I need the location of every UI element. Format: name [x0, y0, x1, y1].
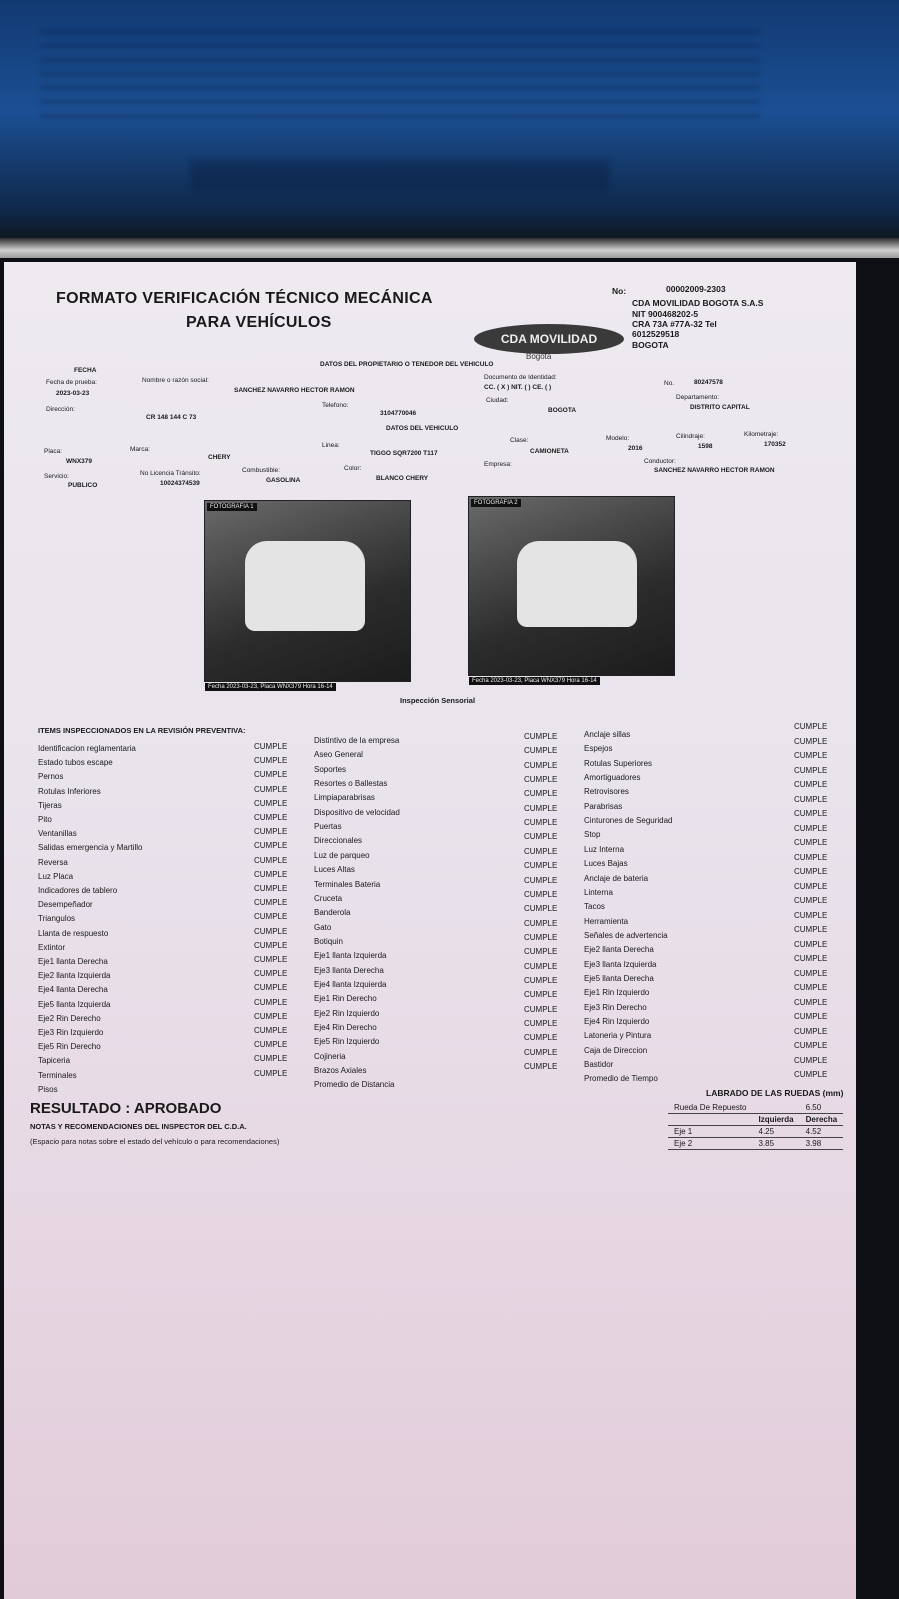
fecha-value: 2023-03-23 — [56, 390, 90, 397]
inspection-item: Eje3 Rin Izquierdo — [38, 1028, 104, 1037]
logo-text: CDA MOVILIDAD — [500, 332, 598, 346]
inspection-item: Bastidor — [584, 1060, 614, 1070]
document-subtitle: PARA VEHÍCULOS — [186, 314, 332, 331]
photo1-tag: FOTOGRAFIA 1 — [207, 503, 257, 511]
clase-value: CAMIONETA — [530, 448, 569, 455]
inspection-item: Dispositivo de velocidad — [314, 807, 400, 817]
inspection-item: Rotulas Inferiores — [38, 786, 101, 796]
inspection-item: Stop — [584, 830, 601, 840]
modelo-label: Modelo: — [606, 435, 630, 442]
row-label: Eje 2 — [668, 1138, 753, 1150]
document-title: FORMATO VERIFICACIÓN TÉCNICO MECÁNICA — [56, 290, 433, 307]
inspection-item: Eje1 llanta Izquierda — [314, 951, 387, 961]
inspection-item: Eje2 Rin Izquierdo — [314, 1008, 380, 1018]
inspection-item: Pernos — [38, 772, 64, 782]
inspection-item: Luces Bajas — [584, 859, 628, 869]
car-rear-shape — [517, 541, 637, 627]
inspection-item: Eje1 Rin Izquierdo — [584, 988, 650, 998]
inspection-item: Botiquin — [314, 936, 343, 946]
status-cumple: CUMPLE — [524, 1019, 558, 1028]
inspection-item: Salidas emergencia y Martillo — [38, 843, 143, 853]
status-cumple: CUMPLE — [524, 1047, 558, 1057]
ciudad-label: Ciudad: — [486, 397, 509, 404]
inspection-item: Eje4 Rin Izquierdo — [584, 1017, 650, 1026]
status-cumple: CUMPLE — [794, 794, 828, 804]
combustible-value: GASOLINA — [266, 477, 301, 484]
modelo-value: 2016 — [628, 445, 643, 452]
status-cumple: CUMPLE — [794, 722, 828, 731]
tread-row — [668, 1138, 843, 1150]
empresa-label: Empresa: — [484, 461, 512, 468]
status-cumple: CUMPLE — [524, 746, 558, 756]
inspection-item: Luz Placa — [38, 871, 74, 881]
status-cumple: CUMPLE — [524, 947, 558, 957]
photo2-tag: FOTOGRAFIA 2 — [471, 499, 521, 507]
status-cumple: CUMPLE — [794, 997, 828, 1007]
background-second-sheet — [0, 0, 899, 250]
inspection-item: Pito — [38, 815, 52, 824]
inspection-item: Tacos — [584, 902, 605, 912]
status-cumple: CUMPLE — [794, 765, 828, 775]
inspection-item: Soportes — [314, 764, 347, 774]
status-cumple: CUMPLE — [524, 904, 558, 914]
cilindraje-label: Cilindraje: — [676, 433, 705, 440]
inspection-item: Luz de parqueo — [314, 850, 370, 860]
inspection-item: Señales de advertencia — [584, 930, 668, 940]
doc-number: 00002009-2303 — [666, 284, 726, 294]
inspection-item: Eje2 llanta Izquierda — [38, 971, 111, 981]
status-cumple: CUMPLE — [524, 889, 558, 899]
inspection-item: Cinturones de Seguridad — [584, 816, 673, 826]
color-label: Color: — [344, 465, 362, 472]
company-phone: 6012529518 — [632, 329, 680, 339]
inspection-item: Aseo General — [314, 750, 363, 760]
status-cumple: CUMPLE — [794, 852, 828, 862]
status-cumple: CUMPLE — [254, 841, 288, 851]
car-front-shape — [245, 541, 365, 631]
servicio-label: Servicio: — [44, 473, 69, 480]
servicio-value: PUBLICO — [68, 482, 98, 489]
status-cumple: CUMPLE — [254, 784, 288, 794]
company-city: BOGOTA — [632, 340, 669, 350]
placa-value: WNX379 — [66, 458, 93, 465]
status-cumple: CUMPLE — [524, 760, 558, 770]
telefono-label: Telefono: — [322, 402, 349, 409]
status-cumple: CUMPLE — [794, 939, 828, 949]
tread-header-row — [668, 1114, 843, 1126]
status-cumple: CUMPLE — [524, 818, 558, 828]
tread-row — [668, 1126, 843, 1138]
inspection-item: Promedio de Tiempo — [584, 1074, 658, 1084]
status-cumple: CUMPLE — [254, 813, 288, 822]
status-cumple: CUMPLE — [254, 827, 288, 837]
inspection-item: Eje4 llanta Derecha — [38, 985, 108, 995]
tread-spare-row — [668, 1102, 843, 1114]
col-right-header: Derecha — [800, 1114, 844, 1126]
status-cumple: CUMPLE — [254, 742, 288, 751]
status-cumple: CUMPLE — [524, 775, 558, 785]
status-cumple: CUMPLE — [794, 1041, 828, 1050]
inspection-item: Triangulos — [38, 914, 76, 924]
status-cumple: CUMPLE — [794, 910, 828, 920]
company-address: CRA 73A #77A-32 Tel — [632, 319, 717, 329]
inspection-item: Eje3 llanta Izquierda — [584, 959, 657, 969]
vehicle-photo-front — [204, 500, 411, 690]
status-cumple: CUMPLE — [794, 751, 828, 760]
color-value: BLANCO CHERY — [376, 475, 429, 482]
status-cumple: CUMPLE — [794, 780, 828, 789]
status-cumple: CUMPLE — [254, 1068, 288, 1078]
inspection-item: Herramienta — [584, 916, 629, 926]
status-cumple: CUMPLE — [524, 932, 558, 942]
result-text: RESULTADO : APROBADO — [30, 1100, 222, 1117]
status-cumple: CUMPLE — [794, 838, 828, 847]
status-cumple: CUMPLE — [794, 1012, 828, 1021]
company-nit: NIT 900468202-5 — [632, 309, 699, 319]
status-cumple: CUMPLE — [794, 1055, 828, 1065]
placa-label: Placa: — [44, 448, 63, 455]
row-left: 3.85 — [753, 1138, 800, 1150]
status-cumple: CUMPLE — [254, 756, 288, 766]
inspection-item: Retrovisores — [584, 787, 629, 797]
status-cumple: CUMPLE — [254, 1026, 288, 1035]
inspection-item: Estado tubos escape — [38, 758, 113, 768]
inspection-item: Cojineria — [314, 1051, 346, 1061]
status-cumple: CUMPLE — [254, 926, 288, 936]
inspection-item: Eje1 Rin Derecho — [314, 994, 377, 1004]
inspection-item: Anclaje de bateria — [584, 873, 649, 883]
documento-value: CC. ( X ) NIT. ( ) CE. ( ) — [484, 384, 552, 391]
status-cumple: CUMPLE — [524, 1062, 558, 1072]
status-cumple: CUMPLE — [254, 983, 288, 993]
doc-number-label: No: — [612, 286, 627, 296]
inspection-item: Rotulas Superiores — [584, 758, 653, 768]
inspection-item: Direccionales — [314, 836, 363, 846]
photo1-caption: Fecha 2023-03-23, Placa WNX379 Hora 16-14 — [205, 683, 336, 691]
inspection-item: Espejos — [584, 744, 613, 754]
conductor-label: Conductor: — [644, 458, 676, 465]
ciudad-value: BOGOTA — [548, 407, 577, 414]
inspection-item: Cruceta — [314, 893, 343, 903]
status-cumple: CUMPLE — [254, 798, 288, 808]
direccion-value: CR 148 144 C 73 — [146, 414, 197, 421]
inspection-item: Puertas — [314, 822, 342, 832]
inspection-item: Terminales Bateria — [314, 879, 381, 889]
status-cumple: CUMPLE — [794, 896, 828, 905]
logo-subtext: Bogotá — [526, 352, 552, 361]
inspection-item: Extintor — [38, 942, 66, 952]
status-cumple: CUMPLE — [794, 983, 828, 992]
blurred-sheet-text — [40, 30, 760, 120]
status-cumple: CUMPLE — [524, 832, 558, 842]
inspection-item: Eje3 Rin Derecho — [584, 1002, 647, 1012]
inspection-item: Luces Altas — [314, 865, 355, 875]
inspection-document — [4, 262, 856, 1599]
inspection-item: Limpiaparabrisas — [314, 793, 375, 803]
inspection-item: Distintivo de la empresa — [314, 736, 400, 745]
status-cumple: CUMPLE — [794, 809, 828, 818]
inspection-item: Anclaje sillas — [584, 730, 631, 739]
marca-value: CHERY — [208, 454, 231, 461]
sheet-edge — [0, 238, 899, 258]
nombre-label: Nombre o razón social: — [142, 377, 209, 384]
telefono-value: 3104770046 — [380, 410, 417, 417]
inspection-item: Latoneria y Pintura — [584, 1031, 652, 1041]
inspection-item: Resortes o Ballestas — [314, 779, 388, 789]
id-no-label: No. — [664, 380, 675, 387]
status-cumple: CUMPLE — [254, 912, 288, 922]
status-cumple: CUMPLE — [524, 975, 558, 985]
status-cumple: CUMPLE — [254, 770, 288, 780]
combustible-label: Combustible: — [242, 467, 280, 474]
inspection-item: Eje1 llanta Derecha — [38, 957, 108, 966]
status-cumple: CUMPLE — [254, 955, 288, 964]
company-logo — [474, 324, 624, 354]
inspection-heading: ITEMS INSPECCIONADOS EN LA REVISIÓN PREVENTIVA: — [38, 726, 246, 735]
inspection-item: Eje5 Rin Izquierdo — [314, 1037, 380, 1047]
nombre-value: SANCHEZ NAVARRO HECTOR RAMON — [234, 387, 355, 394]
status-cumple: CUMPLE — [794, 823, 828, 833]
status-cumple: CUMPLE — [254, 940, 288, 950]
status-cumple: CUMPLE — [254, 969, 288, 979]
status-cumple: CUMPLE — [524, 1004, 558, 1014]
status-cumple: CUMPLE — [794, 867, 828, 876]
status-cumple: CUMPLE — [254, 1011, 288, 1021]
inspection-item: Llanta de respuesto — [38, 928, 109, 938]
status-cumple: CUMPLE — [254, 898, 288, 908]
status-cumple: CUMPLE — [524, 789, 558, 799]
documento-label: Documento de Identidad: — [484, 374, 557, 381]
inspection-item: Eje5 llanta Izquierda — [38, 999, 111, 1009]
notes-title: NOTAS Y RECOMENDACIONES DEL INSPECTOR DEL C.D.A. — [30, 1122, 247, 1131]
inspection-item: Promedio de Distancia — [314, 1080, 395, 1090]
status-cumple: CUMPLE — [524, 803, 558, 813]
inspection-item: Pisos — [38, 1084, 58, 1094]
photo2-caption: Fecha 2023-03-23, Placa WNX379 Hora 16-14 — [469, 677, 600, 685]
inspection-item: Reversa — [38, 857, 68, 867]
fecha-label: Fecha de prueba: — [46, 379, 97, 386]
clase-label: Clase: — [510, 437, 529, 444]
linea-value: TIGGO SQR7200 T117 — [370, 450, 438, 457]
inspection-item: Tapiceria — [38, 1056, 71, 1066]
spare-value: 6.50 — [800, 1102, 844, 1114]
inspection-item: Luz Interna — [584, 844, 625, 854]
notes-hint: (Espacio para notas sobre el estado del vehículo o para recomendaciones) — [30, 1137, 280, 1146]
status-cumple: CUMPLE — [254, 884, 288, 893]
inspection-item: Eje2 Rin Derecho — [38, 1013, 101, 1023]
status-cumple: CUMPLE — [524, 961, 558, 971]
inspection-item: Banderola — [314, 908, 351, 918]
inspection-item: Eje2 llanta Derecha — [584, 945, 654, 955]
km-value: 170352 — [764, 441, 786, 448]
inspection-item: Parabrisas — [584, 801, 623, 811]
row-right: 3.98 — [800, 1138, 844, 1150]
inspection-item: Terminales — [38, 1070, 77, 1080]
vehicle-section-title: DATOS DEL VEHICULO — [386, 425, 459, 432]
status-cumple: CUMPLE — [524, 918, 558, 928]
status-cumple: CUMPLE — [254, 855, 288, 865]
sensorial-label: Inspección Sensorial — [400, 696, 476, 705]
inspection-item: Identificacion reglamentaria — [38, 744, 136, 753]
status-cumple: CUMPLE — [524, 1033, 558, 1043]
inspection-item: Ventanillas — [38, 829, 77, 839]
tread-title: LABRADO DE LAS RUEDAS (mm) — [706, 1088, 844, 1098]
row-right: 4.52 — [800, 1126, 844, 1138]
depto-label: Departamento: — [676, 394, 719, 401]
row-label: Eje 1 — [668, 1126, 753, 1138]
status-cumple: CUMPLE — [524, 875, 558, 885]
inspection-item: Tijeras — [38, 800, 62, 810]
inspection-item: Eje4 Rin Derecho — [314, 1023, 377, 1032]
status-cumple: CUMPLE — [524, 846, 558, 856]
fecha-header: FECHA — [74, 367, 97, 374]
depto-value: DISTRITO CAPITAL — [690, 404, 750, 411]
status-cumple: CUMPLE — [524, 732, 558, 741]
tread-table — [668, 1102, 843, 1150]
status-cumple: CUMPLE — [794, 881, 828, 891]
blurred-sheet-heading — [190, 160, 610, 190]
status-cumple: CUMPLE — [794, 925, 828, 934]
inspection-item: Eje5 Rin Derecho — [38, 1042, 101, 1052]
conductor-value: SANCHEZ NAVARRO HECTOR RAMON — [654, 467, 775, 474]
row-left: 4.25 — [753, 1126, 800, 1138]
inspection-item: Gato — [314, 922, 332, 932]
id-no-value: 80247578 — [694, 379, 723, 386]
inspection-item: Linterna — [584, 887, 613, 897]
vehicle-photo-rear — [468, 496, 675, 684]
inspection-item: Caja de Direccion — [584, 1045, 648, 1055]
status-cumple: CUMPLE — [254, 869, 288, 879]
cilindraje-value: 1598 — [698, 443, 713, 450]
col-left-header: Izquierda — [753, 1114, 800, 1126]
status-cumple: CUMPLE — [794, 736, 828, 746]
status-cumple: CUMPLE — [254, 1040, 288, 1050]
owner-section-title: DATOS DEL PROPIETARIO O TENEDOR DEL VEHICULO — [320, 361, 494, 368]
inspection-item: Eje5 llanta Derecha — [584, 973, 654, 983]
status-cumple: CUMPLE — [254, 1054, 288, 1064]
marca-label: Marca: — [130, 446, 150, 453]
inspection-item: Amortiguadores — [584, 773, 641, 783]
licencia-value: 10024374539 — [160, 480, 200, 487]
inspection-item: Desempeñador — [38, 900, 93, 910]
inspection-item: Eje4 llanta Izquierda — [314, 979, 387, 989]
km-label: Kilometraje: — [744, 431, 779, 438]
status-cumple: CUMPLE — [794, 954, 828, 963]
linea-label: Linea: — [322, 442, 340, 449]
direccion-label: Dirección: — [46, 406, 75, 413]
status-cumple: CUMPLE — [794, 1026, 828, 1036]
status-cumple: CUMPLE — [794, 968, 828, 978]
company-name: CDA MOVILIDAD BOGOTA S.A.S — [632, 298, 764, 308]
status-cumple: CUMPLE — [524, 990, 558, 1000]
spare-label: Rueda De Repuesto — [668, 1102, 753, 1114]
status-cumple: CUMPLE — [254, 997, 288, 1007]
inspection-item: Brazos Axiales — [314, 1066, 367, 1076]
status-cumple: CUMPLE — [524, 861, 558, 871]
inspection-item: Eje3 llanta Derecha — [314, 965, 384, 975]
inspection-item: Indicadores de tablero — [38, 886, 118, 895]
licencia-label: No Licencia Tránsito: — [140, 470, 201, 477]
status-cumple: CUMPLE — [794, 1070, 828, 1079]
